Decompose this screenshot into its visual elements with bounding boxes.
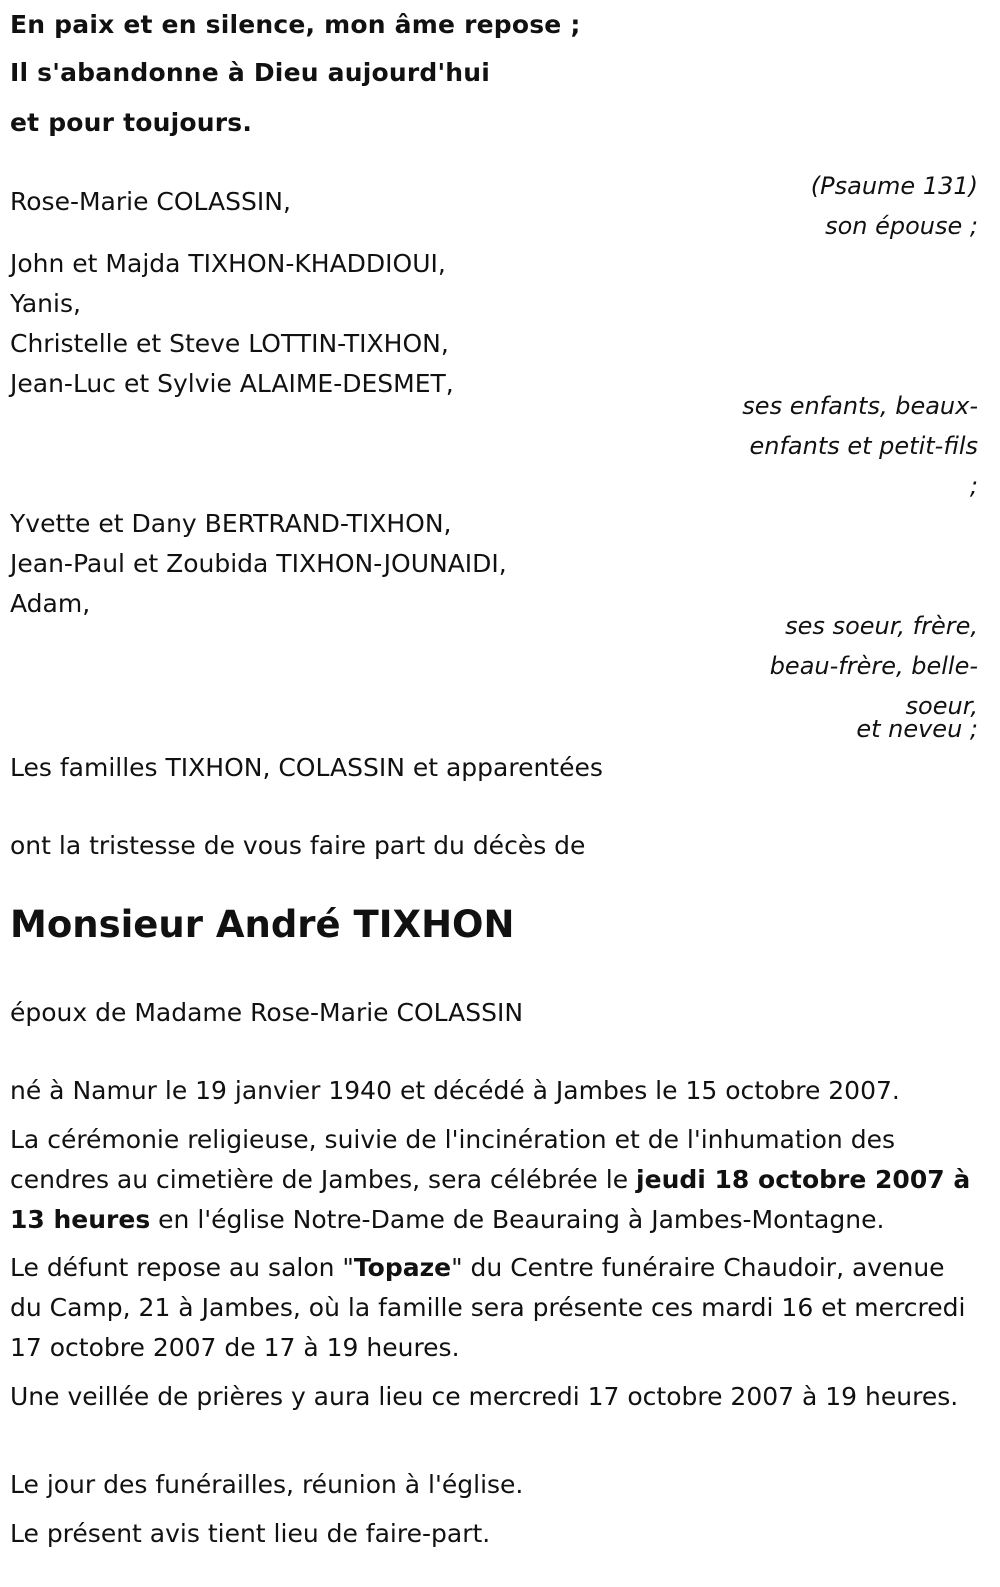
poem-line-1: En paix et en silence, mon âme repose ; xyxy=(10,10,581,39)
siblings-role-line-3: soeur, xyxy=(905,692,978,720)
child-name-1: John et Majda TIXHON-KHADDIOUI, xyxy=(10,249,446,278)
spouse-role: son épouse ; xyxy=(825,212,978,240)
vigil-paragraph: Une veillée de prières y aura lieu ce mercredi 17 octobre 2007 à 19 heures. xyxy=(10,1382,959,1411)
funeral-day-paragraph: Le jour des funérailles, réunion à l'église. xyxy=(10,1470,524,1499)
notice-paragraph: Le présent avis tient lieu de faire-part. xyxy=(10,1519,491,1548)
poem-line-3: et pour toujours. xyxy=(10,108,253,137)
ceremony-location: en l'église Notre-Dame de Beauraing à Jambes-Montagne. xyxy=(150,1205,885,1234)
families-line: Les familles TIXHON, COLASSIN et apparentées xyxy=(10,753,603,782)
sibling-name-1: Yvette et Dany BERTRAND-TIXHON, xyxy=(10,509,452,538)
announcement-line: ont la tristesse de vous faire part du décès de xyxy=(10,831,586,860)
child-name-2: Yanis, xyxy=(10,289,81,318)
spouse-name: Rose-Marie COLASSIN, xyxy=(10,187,291,216)
poem-line-2: Il s'abandonne à Dieu aujourd'hui xyxy=(10,58,491,87)
rest-salon-name: Topaze xyxy=(353,1253,452,1282)
sibling-name-3: Adam, xyxy=(10,589,91,618)
child-name-3: Christelle et Steve LOTTIN-TIXHON, xyxy=(10,329,449,358)
birth-death-paragraph: né à Namur le 19 janvier 1940 et décédé à Jambes le 15 octobre 2007. xyxy=(10,1076,900,1105)
rest-details: " du Centre funéraire Chaudoir, avenue du Camp, 21 à Jambes, où la famille sera présente ces mardi 16 et mercredi 17 octobre 2007 de 17 à 19 heures. xyxy=(10,1253,966,1362)
spouse-of-line: époux de Madame Rose-Marie COLASSIN xyxy=(10,998,524,1027)
sibling-name-2: Jean-Paul et Zoubida TIXHON-JOUNAIDI, xyxy=(10,549,507,578)
siblings-role-line-2: beau-frère, belle- xyxy=(769,652,978,680)
children-role-line-2: enfants et petit-fils xyxy=(749,432,978,460)
siblings-role-line-1: ses soeur, frère, xyxy=(785,612,978,640)
ceremony-paragraph xyxy=(10,1120,982,1240)
children-role-line-3: ; xyxy=(969,472,978,500)
ceremony-datetime: jeudi 18 octobre 2007 à 13 heures xyxy=(10,1165,971,1234)
child-name-4: Jean-Luc et Sylvie ALAIME-DESMET, xyxy=(10,369,454,398)
rest-paragraph xyxy=(10,1248,982,1368)
deceased-name: Monsieur André TIXHON xyxy=(10,903,515,946)
children-role-line-1: ses enfants, beaux- xyxy=(742,392,978,420)
ceremony-text: La cérémonie religieuse, suivie de l'incinération et de l'inhumation des cendres au cimetière de Jambes, sera célébrée le xyxy=(10,1125,895,1194)
rest-text: Le défunt repose au salon " xyxy=(10,1253,354,1282)
siblings-role-line-4: et neveu ; xyxy=(856,715,978,743)
poem-source: (Psaume 131) xyxy=(810,172,978,200)
